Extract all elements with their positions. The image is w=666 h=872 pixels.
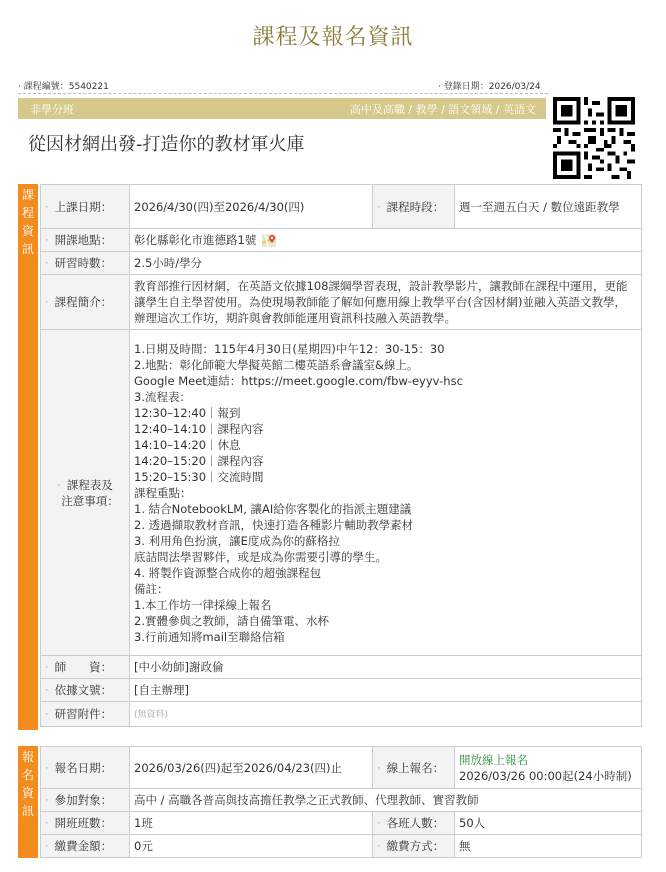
table-row [41,835,642,858]
category-path[interactable]: 高中及高職 / 教學 / 語文領域 / 英語文 [349,103,536,116]
signup-date-value: 2026/03/26(四)起至2026/04/23(四)止 [130,747,373,789]
table-row [41,185,642,229]
notes-line: 12:30–12:40｜報到 [134,405,241,420]
notes-line: 1. 結合NotebookLM, 讓AI給你客製化的指派主題建議 [134,501,412,516]
notes-line: 14:10–14:20｜休息 [134,437,241,452]
attach-value: (無資料) [130,702,642,727]
intro-value: 教育部推行因材網，在英語文依據108課綱學習表現，設計教學影片，讓教師在課程中運用，更能讓學生自主學習使用。為使現場教師能了解如何應用線上教學平台(含因材網)並融入英語文教學，辦理這次工作坊，期許與會教師能運用資訊科技融入英語教學。 [130,275,642,330]
basis-value: [自主辦理] [130,679,642,702]
notes-line: 備註： [134,581,169,596]
quota-label: · 各班人數： [373,812,455,835]
payment-value: 無 [455,835,642,858]
table-row [41,330,642,656]
notes-line: 1.本工作坊一律採線上報名 [134,597,272,612]
signup-info-side-tab: 報名資訊 [18,746,38,858]
target-value: 高中 / 高職各普高與技高擔任教學之正式教師、代理教師、實習教師 [130,789,642,812]
online-signup-value [455,747,642,789]
map-icon[interactable] [262,234,276,247]
attach-label: · 研習附件： [41,702,130,727]
page-title: 課程及報名資訊 [252,25,414,50]
notes-line: 2.地點：彰化師範大學擬英館二樓英語系會議室&線上。 [134,357,419,372]
qr-code-icon[interactable] [553,97,635,179]
table-row [41,229,642,252]
quota-value: 50人 [455,812,642,835]
table-row [41,252,642,275]
place-label: · 開課地點： [41,229,130,252]
notes-line: 3.流程表： [134,389,191,404]
notes-line: 2.實體參與之教師，請自備筆電、水杯 [134,613,329,628]
notes-line: 課程重點： [134,485,192,500]
table-row [41,275,642,330]
registration-date: · 登錄日期：2026/03/24 [438,82,541,92]
online-signup-time: 2026/03/26 00:00起(24小時制) [459,768,632,783]
teacher-value: [中小幼師]謝政倫 [130,656,642,679]
divider [18,93,548,94]
date-label: · 上課日期： [41,185,130,229]
notes-value [130,330,642,656]
course-info-side-tab: 課程資訊 [18,184,38,730]
notes-line: 3. 利用角色扮演，讓E度成為你的蘇格拉 [134,533,340,548]
target-label: · 參加對象： [41,789,130,812]
signup-date-label: · 報名日期： [41,747,130,789]
notes-line: 4. 將製作資源整合成你的超強課程包 [134,565,322,580]
hours-label: · 研習時數： [41,252,130,275]
online-signup-link[interactable]: 開放線上報名 [459,752,528,767]
category-bar [18,98,546,119]
notes-line: 2. 透過擷取教材音訊，快速打造各種影片輔助教學素材 [134,517,414,532]
classes-label: · 開班班數： [41,812,130,835]
teacher-label: · 師 資： [41,656,130,679]
basis-label: · 依據文號： [41,679,130,702]
place-value: 彰化縣彰化市進德路1號 [130,229,642,252]
fee-value: 0元 [130,835,373,858]
table-row [41,656,642,679]
category-label: 非學分班 [30,103,74,116]
course-number: · 課程編號：5540221 [18,82,109,92]
fee-label: · 繳費金額： [41,835,130,858]
table-row [41,812,642,835]
classes-value: 1班 [130,812,373,835]
hours-value: 2.5小時/學分 [130,252,642,275]
notes-line: 3.行前通知將mail至聯絡信箱 [134,629,285,644]
course-title: 從因材網出發-打造你的教材軍火庫 [28,134,305,155]
notes-line: Google Meet連結：https://meet.google.com/fbw-eyyv-hsc [134,373,463,388]
date-value: 2026/4/30(四)至2026/4/30(四) [130,185,373,229]
table-row [41,789,642,812]
period-value: 週一至週五白天 / 數位遠距教學 [455,185,642,229]
table-row [41,679,642,702]
notes-line: 15:20–15:30｜交流時間 [134,469,264,484]
intro-label: · 課程簡介： [41,275,130,330]
course-info-table [40,184,642,727]
notes-line: 底詰問法學習夥伴，或是成為你需要引導的學生。 [134,549,387,564]
notes-label: · 課程表及 注意事項： [41,330,130,656]
payment-label: · 繳費方式： [373,835,455,858]
online-signup-label: · 線上報名： [373,747,455,789]
signup-info-table [40,746,642,858]
notes-line: 14:20–15:20｜課程內容 [134,453,264,468]
notes-line: 12:40–14:10｜課程內容 [134,421,264,436]
period-label: · 課程時段： [373,185,455,229]
table-row [41,747,642,789]
table-row [41,702,642,727]
notes-line: 1.日期及時間：115年4月30日(星期四)中午12：30-15：30 [134,341,445,356]
